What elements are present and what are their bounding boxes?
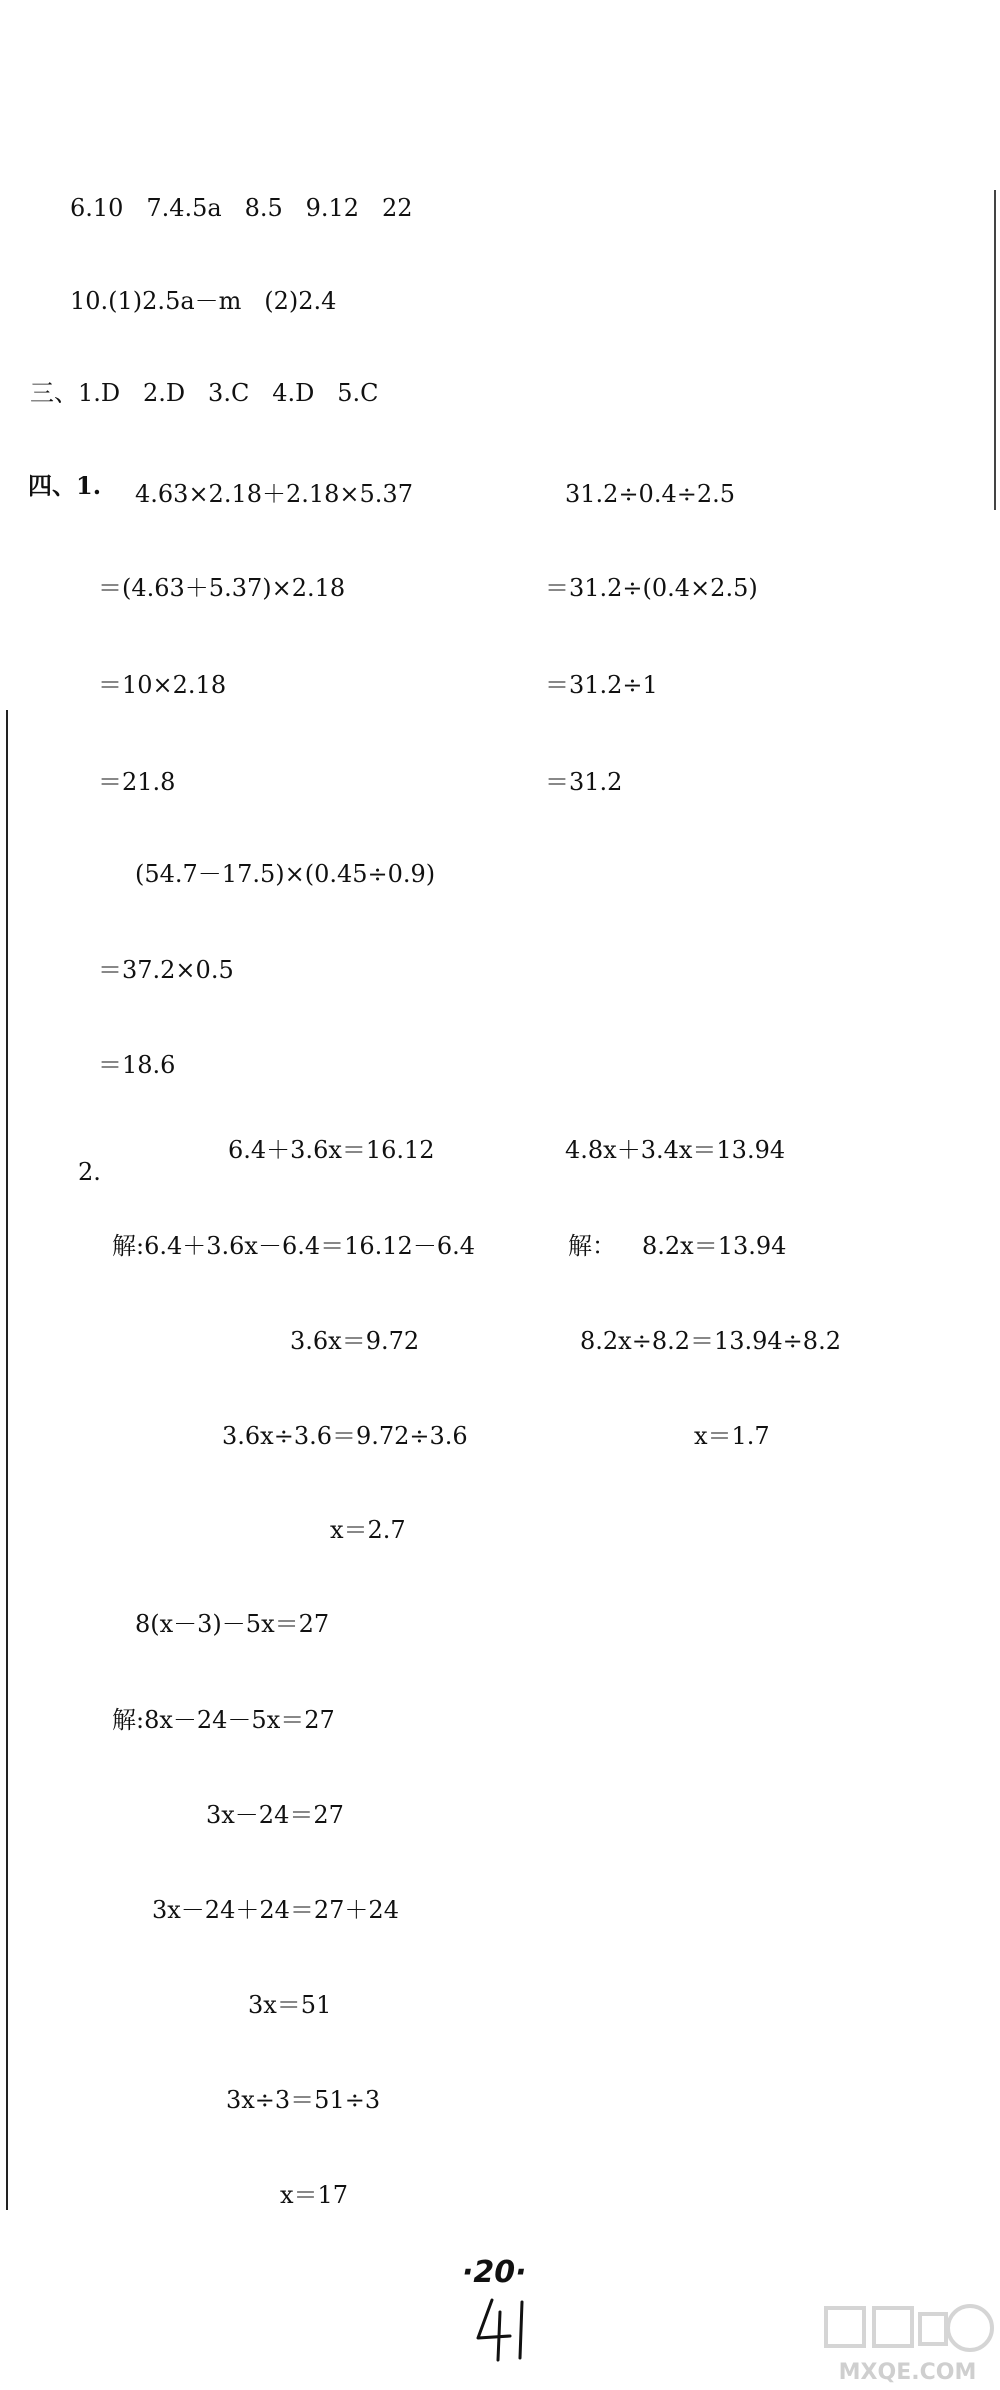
watermark-logo: [820, 2300, 995, 2385]
calc-3-line-2: ＝37.2×0.5: [98, 956, 234, 984]
equation-3-line-3: 3x－24＝27: [206, 1801, 344, 1829]
calc-3-line-1: (54.7－17.5)×(0.45÷0.9): [135, 860, 436, 888]
equation-3-line-4: 3x－24＋24＝27＋24: [152, 1896, 399, 1924]
calc-2-line-3: ＝31.2÷1: [545, 671, 658, 699]
handwritten-page-number: [470, 2290, 550, 2370]
equation-2-line-1: 4.8x＋3.4x＝13.94: [565, 1136, 786, 1164]
equation-2-line-4: x＝1.7: [694, 1422, 770, 1450]
calc-1-line-2: ＝(4.63＋5.37)×2.18: [98, 574, 346, 602]
page-number: ·20·: [462, 2255, 527, 2290]
equation-1-line-3: 3.6x＝9.72: [290, 1327, 420, 1355]
calc-2-line-4: ＝31.2: [545, 768, 623, 796]
margin-rule-left: [6, 710, 8, 2210]
equation-1-line-2: 解:6.4＋3.6x－6.4＝16.12－6.4: [112, 1232, 475, 1260]
calc-3-line-3: ＝18.6: [98, 1051, 176, 1079]
equation-3-line-6: 3x÷3＝51÷3: [226, 2086, 381, 2114]
equation-3-line-2: 解:8x－24－5x＝27: [112, 1706, 335, 1734]
equation-2-solve-label: 解：: [568, 1232, 616, 1260]
watermark-icon: [820, 2300, 995, 2360]
calc-2-line-1: 31.2÷0.4÷2.5: [565, 480, 735, 508]
equation-2-line-2: 8.2x＝13.94: [642, 1232, 787, 1260]
watermark-text: MXQE.COM: [838, 2360, 977, 2385]
section-4-label: 四、1.: [28, 471, 102, 500]
section-3-answers: 三、1.D 2.D 3.C 4.D 5.C: [30, 379, 379, 407]
answers-line-1: 6.10 7.4.5a 8.5 9.12 22: [70, 194, 413, 222]
equation-2-line-3: 8.2x÷8.2＝13.94÷8.2: [580, 1327, 841, 1355]
margin-rule-right: [994, 190, 996, 510]
calc-1-line-1: 4.63×2.18＋2.18×5.37: [135, 480, 413, 508]
calc-2-line-2: ＝31.2÷(0.4×2.5): [545, 574, 758, 602]
calc-1-line-4: ＝21.8: [98, 768, 176, 796]
calc-1-line-3: ＝10×2.18: [98, 671, 227, 699]
equation-3-line-1: 8(x－3)－5x＝27: [135, 1610, 330, 1638]
equation-3-line-7: x＝17: [280, 2181, 349, 2209]
part-2-label: 2.: [78, 1158, 101, 1186]
answers-line-2: 10.(1)2.5a－m (2)2.4: [70, 287, 337, 315]
equation-1-line-5: x＝2.7: [330, 1516, 406, 1544]
equation-1-line-1: 6.4＋3.6x＝16.12: [228, 1136, 435, 1164]
equation-3-line-5: 3x＝51: [248, 1991, 332, 2019]
equation-1-line-4: 3.6x÷3.6＝9.72÷3.6: [222, 1422, 468, 1450]
